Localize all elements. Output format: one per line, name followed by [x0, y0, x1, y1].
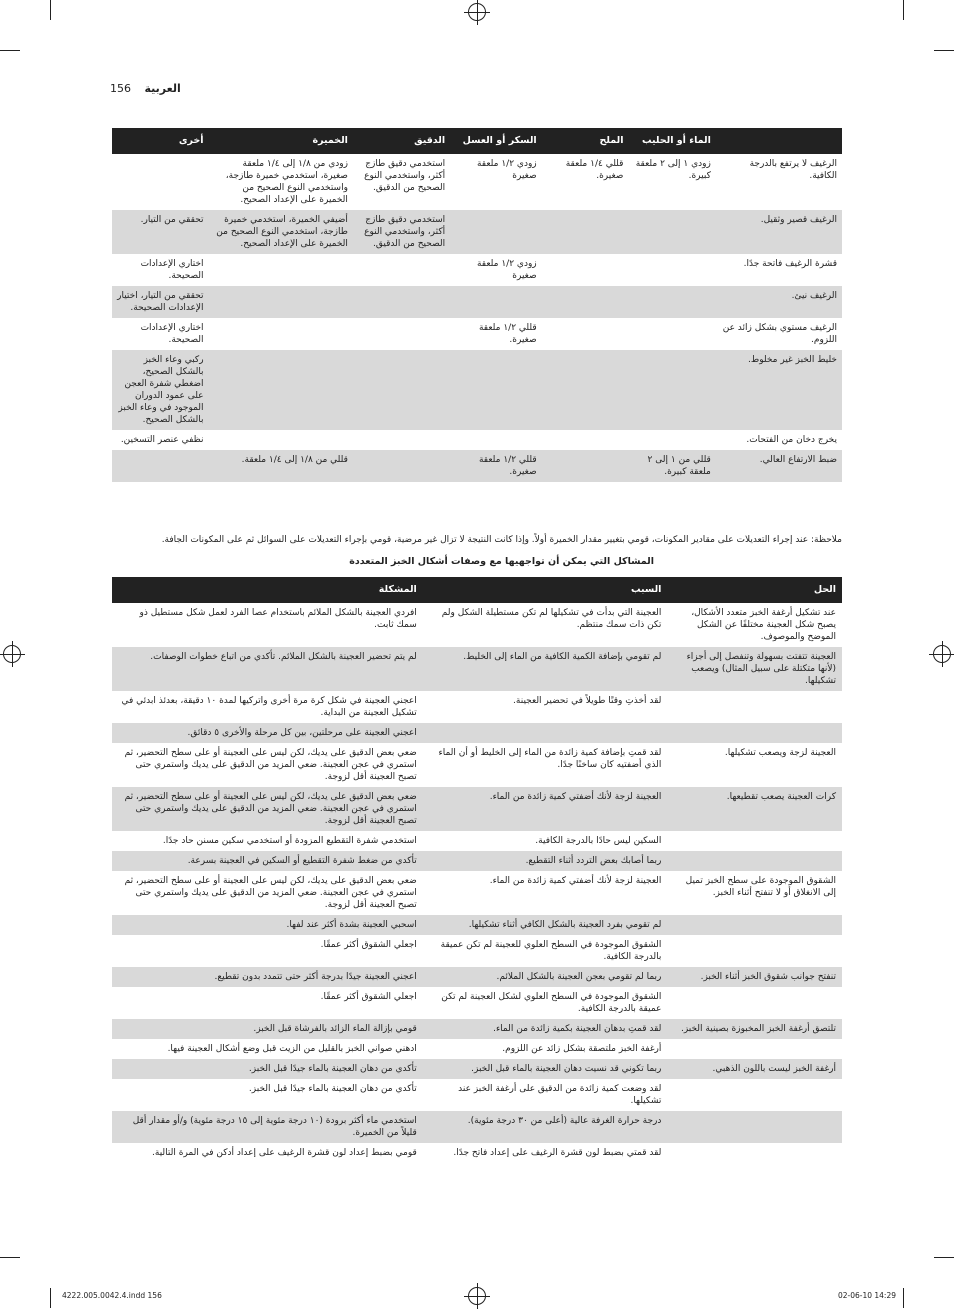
table-cell: الشقوق الموجودة في السطح العلوي لشكل العجينة لم تكن عميقة بالدرجة الكافية.	[441, 992, 662, 1014]
column-header-flour: الدقيق	[353, 128, 450, 154]
column-header-solution: الحل	[667, 577, 842, 603]
registration-mark-right	[933, 645, 951, 663]
table-cell: لم يتم تحضير العجينة بالشكل الملائم. تأكدي من اتباع خطوات الوصفات.	[112, 647, 423, 691]
table-cell	[628, 350, 715, 430]
table-cell: استخدمي شفرة التقطيع المزودة أو استخدمي سكين مسنن حاد جدًا.	[162, 836, 417, 846]
table-cell: الرغيف نيئ.	[716, 286, 842, 318]
table-cell: الشقوق الموجودة على سطح الخبز تميل إلى الانغلاق أو لا تنفتح أثناء الخبز.	[685, 876, 836, 898]
table-row	[112, 851, 842, 871]
note-text: ملاحظة: عند إجراء التعديلات على مقادير المكونات، قومي بتغيير مقدار الخميرة أولاً. وإذا كانت النتيجة لا تزال غير مرضية، قومي بإجراء التعديلات على السوائل ثم على المكونات الجافة.	[161, 535, 842, 545]
table-cell: لقد قمتي بضبط لون قشرة الرغيف على إعداد فاتح جدًا.	[453, 1148, 662, 1158]
table-cell	[353, 450, 450, 482]
table-cell: اختاري الإعدادات الصحيحة.	[140, 323, 204, 345]
table-cell	[450, 286, 542, 318]
table-cell: ضبط الارتفاع العالي.	[716, 450, 842, 482]
page-language: العربية	[144, 82, 181, 95]
table-cell	[450, 210, 542, 254]
table-cell	[542, 286, 629, 318]
table-cell	[628, 430, 715, 450]
table-cell	[667, 1039, 842, 1059]
table-cell: لم تقومي بفرد العجينة بالشكل الكافي أثناء تشكيلها.	[423, 915, 668, 935]
table-row	[112, 1019, 842, 1039]
table-row	[112, 430, 842, 450]
table-cell	[209, 350, 353, 430]
table-row	[112, 1039, 842, 1059]
table-cell: أرغفة الخبز ليست باللون الذهبي.	[667, 1059, 842, 1079]
table-cell: قللي ١/٢ ملعقة صغيرة.	[478, 323, 537, 345]
table-cell	[667, 1079, 842, 1111]
table-row	[112, 647, 842, 691]
table-cell: اختاري الإعدادات الصحيحة.	[140, 259, 204, 281]
table-cell: قللي من ١/٨ إلى ١/٤ ملعقة.	[209, 450, 353, 482]
table-cell	[667, 691, 842, 723]
table-cell: نظفي عنصر التسخين.	[120, 435, 204, 445]
table-cell	[628, 318, 715, 350]
table-cell: ضعي بعض الدقيق على يديك، لكن ليس على العجينة أو على سطح التحضير، ثم استمري في عجن العجينة. ضعي المزيد من الدقيق على يديك واستمري حتى تصبح العجينة أقل لزوجة.	[124, 876, 417, 910]
table-cell: لقد أخذتِ وقتًا طويلاً في تحضير العجينة.	[513, 696, 662, 706]
table-cell: قللي من ١ إلى ٢ ملعقة كبيرة.	[628, 450, 715, 482]
table-cell	[542, 350, 629, 430]
table-cell	[450, 430, 542, 450]
column-header-cause: السبب	[423, 577, 668, 603]
table-cell: أضيفي الخميرة، استخدمي خميرة طازجة، استخدمي النوع الصحيح من الخميرة على الإعداد الصحيح.	[209, 210, 353, 254]
registration-mark-bottom	[468, 1287, 486, 1305]
table-cell: العجينة لزجة ويصعب تشكيلها.	[724, 748, 836, 758]
table-cell: تلتصق أرغفة الخبز المخبوزة بصينية الخبز.	[667, 1019, 842, 1039]
table-cell	[209, 286, 353, 318]
table-cell	[542, 210, 629, 254]
table-cell	[353, 254, 450, 286]
table-cell	[542, 450, 629, 482]
table-cell	[667, 831, 842, 851]
table-cell: استخدمي دقيق طازج أكثر، واستخدمي النوع الصحيح من الدقيق.	[353, 210, 450, 254]
table-cell	[450, 350, 542, 430]
table-row	[112, 350, 842, 430]
table-cell: ربما أصابك بعض التردد أثناء التقطيع.	[423, 851, 668, 871]
table-cell: اعجني العجينة جيدًا بدرجة أكثر حتى تتمدد بدون تقطيع.	[112, 967, 423, 987]
table-cell	[353, 350, 450, 430]
table-cell	[667, 1111, 842, 1143]
table-cell: لقد قمتِ بإضافة كمية زائدة من الماء إلى الخليط أو أن الماء الذي أضفتيه كان ساخنًا جدًا.	[438, 748, 662, 770]
table-cell	[628, 254, 715, 286]
table-cell	[667, 723, 842, 743]
table-cell: السكين ليس حادًا بالدرجة الكافية.	[535, 836, 662, 846]
table-cell: ركبي وعاء الخبز بالشكل الصحيح، اضغطي شفرة العجن على عمود الدوران الموجود في وعاء الخبز بالشكل الصحيح.	[112, 350, 209, 430]
table-cell: الرغيف مستوي بشكل زائد عن اللزوم.	[722, 323, 837, 345]
table-row	[112, 935, 842, 967]
table-cell: لم تقومي بإضافة الكمية الكافية من الماء إلى الخليط.	[423, 647, 668, 691]
table-cell: اعجني العجينة على مرحلتين، بين كل مرحلة والأخرى ٥ دقائق.	[112, 723, 423, 743]
table-cell: الرغيف قصير وثقيل.	[716, 210, 842, 254]
table-row	[112, 831, 842, 851]
table-cell: تحققي من التيار.	[112, 210, 209, 254]
table-cell: قومي بإزالة الماء الزائد بالفرشاة قبل الخبز.	[112, 1019, 423, 1039]
table-cell	[353, 318, 450, 350]
table-cell: تنفتح جوانب شقوق الخبز أثناء الخبز.	[667, 967, 842, 987]
table-cell	[209, 430, 353, 450]
table-cell	[112, 154, 209, 210]
table-cell: قللي ١/٤ ملعقة صغيرة.	[565, 159, 624, 181]
table-cell: زودي من ١/٨ إلى ١/٤ ملعقة صغيرة، استخدمي خميرة طازجة، واستخدمي النوع الصحيح من الخميرة على الإعداد الصحيح.	[225, 159, 348, 205]
table-row	[112, 987, 842, 1019]
table-cell	[667, 987, 842, 1019]
table-cell	[628, 286, 715, 318]
page-number: 156	[110, 82, 131, 95]
crop-mark	[934, 1257, 954, 1258]
table-cell: افردي العجينة بالشكل الملائم باستخدام عصا الفرد لعمل شكل مستطيل ذو سمك ثابت.	[139, 608, 417, 630]
table-cell	[209, 254, 353, 286]
table-cell: خليط الخبز غير مخلوط.	[716, 350, 842, 430]
table-cell: ربما لم تقومي بعجن العجينة بالشكل الملائم.	[423, 967, 668, 987]
table-cell	[209, 318, 353, 350]
troubleshooting-adjustments-table	[112, 128, 842, 482]
table-cell: لقد وضعت كمية زائدة من الدقيق على أرغفة الخبز عند تشكيلها.	[458, 1084, 662, 1106]
table-header-row	[112, 577, 842, 603]
column-header-water: الماء أو الحليب	[628, 128, 715, 154]
table-cell: اجعلي الشقوق أكثر عمقًا.	[320, 940, 417, 950]
footer-date: 02-06-10 14:29	[837, 1291, 896, 1300]
table-cell	[542, 318, 629, 350]
crop-mark	[0, 1257, 20, 1258]
table-cell: ربما تكوني قد نسيت دهان العجينة بالماء قبل الخبز.	[423, 1059, 668, 1079]
table-row	[112, 723, 842, 743]
table-row	[112, 450, 842, 482]
table-cell: العجينة لزجة لأنك أضفتي كمية زائدة من الماء.	[489, 876, 662, 886]
table-cell: تأكدي من دهان العجينة بالماء جيدًا قبل الخبز.	[112, 1059, 423, 1079]
table-row	[112, 286, 842, 318]
table-row	[112, 154, 842, 210]
table-cell: الشقوق الموجودة في السطح العلوي للعجينة لم تكن عميقة بالدرجة الكافية.	[440, 940, 662, 962]
crop-mark	[50, 0, 51, 20]
crop-mark	[903, 0, 904, 20]
table-cell: اسحبي العجينة بشدة أكثر عند لفها.	[112, 915, 423, 935]
table-row	[112, 967, 842, 987]
column-header-problem	[716, 128, 842, 154]
table-cell: قللي ١/٢ ملعقة صغيرة.	[450, 450, 542, 482]
table-cell: تحققي من التيار، اختيار الإعدادات الصحيحة.	[112, 286, 209, 318]
table-cell: اعجني العجينة في شكل كرة مرة أخرى واتركيها لمدة ١٠ دقيقة، بعدئذ ابدئي في تشكيل العجينة من البداية.	[121, 696, 417, 718]
table-cell	[353, 286, 450, 318]
table-cell: تأكدي من ضغط شفرة التقطيع أو السكين في العجينة بسرعة.	[112, 851, 423, 871]
table-row	[112, 210, 842, 254]
crop-mark	[903, 1288, 904, 1308]
registration-mark-top	[468, 3, 486, 21]
table-cell: استخدمي دقيق طازج أكثر، واستخدمي النوع الصحيح من الدقيق.	[364, 159, 446, 193]
column-header-yeast: الخميرة	[209, 128, 353, 154]
table-cell	[542, 254, 629, 286]
table-row	[112, 691, 842, 723]
table-row	[112, 915, 842, 935]
table-cell: ضعي بعض الدقيق على يديك، لكن ليس على العجينة أو على سطح التحضير، ثم استمري في عجن العجينة. ضعي المزيد من الدقيق على يديك واستمري حتى تصبح العجينة أقل لزوجة.	[112, 787, 423, 831]
table-cell: اجعلي الشقوق أكثر عمقًا.	[320, 992, 417, 1002]
table-cell: العجينة التي بدأت في تشكيلها لم تكن مستطيلة الشكل ولم تكن ذات سمك منتظم.	[441, 608, 662, 630]
table-cell	[542, 430, 629, 450]
multi-shape-bread-problems-table	[112, 577, 842, 1163]
column-header-other: أخرى	[112, 128, 209, 154]
table-cell: ضعي بعض الدقيق على يديك، لكن ليس على العجينة أو على سطح التحضير، ثم استمري في عجن العجينة. ضعي المزيد من الدقيق على يديك واستمري حتى تصبح العجينة أقل لزوجة.	[124, 748, 417, 782]
table-cell: زودي ١ إلى ٢ ملعقة كبيرة.	[635, 159, 711, 181]
registration-mark-left	[3, 645, 21, 663]
table-cell	[667, 935, 842, 967]
table-row	[112, 603, 842, 647]
page-header	[110, 82, 181, 95]
table-cell	[667, 851, 842, 871]
footer-file-info: 4222.005.0042.4.indd 156	[62, 1291, 162, 1300]
table-cell	[667, 915, 842, 935]
table-header-row	[112, 128, 842, 154]
table-cell: استخدمي ماء أكثر برودة (١٠ درجة مئوية إلى ١٥ درجة مئوية) و/أو مقدار أقل قليلاً من الخميرة.	[112, 1111, 423, 1143]
crop-mark	[50, 1288, 51, 1308]
table-cell: زودي ١/٢ ملعقة صغيرة	[476, 159, 537, 181]
table-row	[112, 743, 842, 787]
table-cell: لقد قمتِ بدهان العجينة بكمية زائدة من الماء.	[423, 1019, 668, 1039]
table-row	[112, 1111, 842, 1143]
table-cell	[112, 450, 209, 482]
table-cell	[423, 723, 668, 743]
column-header-sugar: السكر أو العسل	[450, 128, 542, 154]
table-cell: درجة حرارة الغرفة عالية (أعلى من ٣٠ درجة مئوية).	[423, 1111, 668, 1143]
table-cell: العجينة تتفتت بسهولة وتنفصل إلى أجزاء (لأنها متكتلة على سبيل المثال) ويصعب تشكيلها.	[667, 647, 842, 691]
table-cell	[628, 210, 715, 254]
table-cell	[667, 1143, 842, 1163]
column-header-problem: المشكلة	[112, 577, 423, 603]
table-cell: يخرج دخان من الفتحات.	[746, 435, 837, 445]
crop-mark	[934, 50, 954, 51]
table-cell: أرغفة الخبز ملتصقة بشكل زائد عن اللزوم.	[502, 1044, 662, 1054]
table-cell: تأكدي من دهان العجينة بالماء جيدًا قبل الخبز.	[248, 1084, 417, 1094]
table-row	[112, 318, 842, 350]
section-title: المشاكل التي يمكن أن تواجهيها مع وصفات أشكال الخبز المتعددة	[349, 556, 654, 567]
column-header-salt: الملح	[542, 128, 629, 154]
table-row	[112, 1143, 842, 1163]
table-cell: عند تشكيل أرغفة الخبز متعدد الأشكال، يصبح شكل العجينة مختلفًا عن الشكل الموضح والموصوف.	[691, 608, 836, 642]
table-cell: زودي ١/٢ ملعقة صغيرة	[476, 259, 537, 281]
table-row	[112, 871, 842, 915]
table-cell: كرات العجينة يصعب تقطيعها.	[667, 787, 842, 831]
table-row	[112, 1079, 842, 1111]
table-cell: قومي بضبط إعداد لون قشرة الرغيف على إعداد أدكن في المرة التالية.	[152, 1148, 417, 1158]
table-cell: ادهني صواني الخبز بالقليل من الزيت قبل وضع أشكال العجينة فيها.	[167, 1044, 417, 1054]
table-cell: العجينة لزجة لأنك أضفتي كمية زائدة من الماء.	[423, 787, 668, 831]
table-row	[112, 787, 842, 831]
table-cell	[353, 430, 450, 450]
table-cell: قشرة الرغيف فاتحة جدًا.	[743, 259, 837, 269]
crop-mark	[0, 50, 20, 51]
table-cell: الرغيف لا يرتفع بالدرجة الكافية.	[749, 159, 837, 181]
table-row	[112, 254, 842, 286]
table-row	[112, 1059, 842, 1079]
